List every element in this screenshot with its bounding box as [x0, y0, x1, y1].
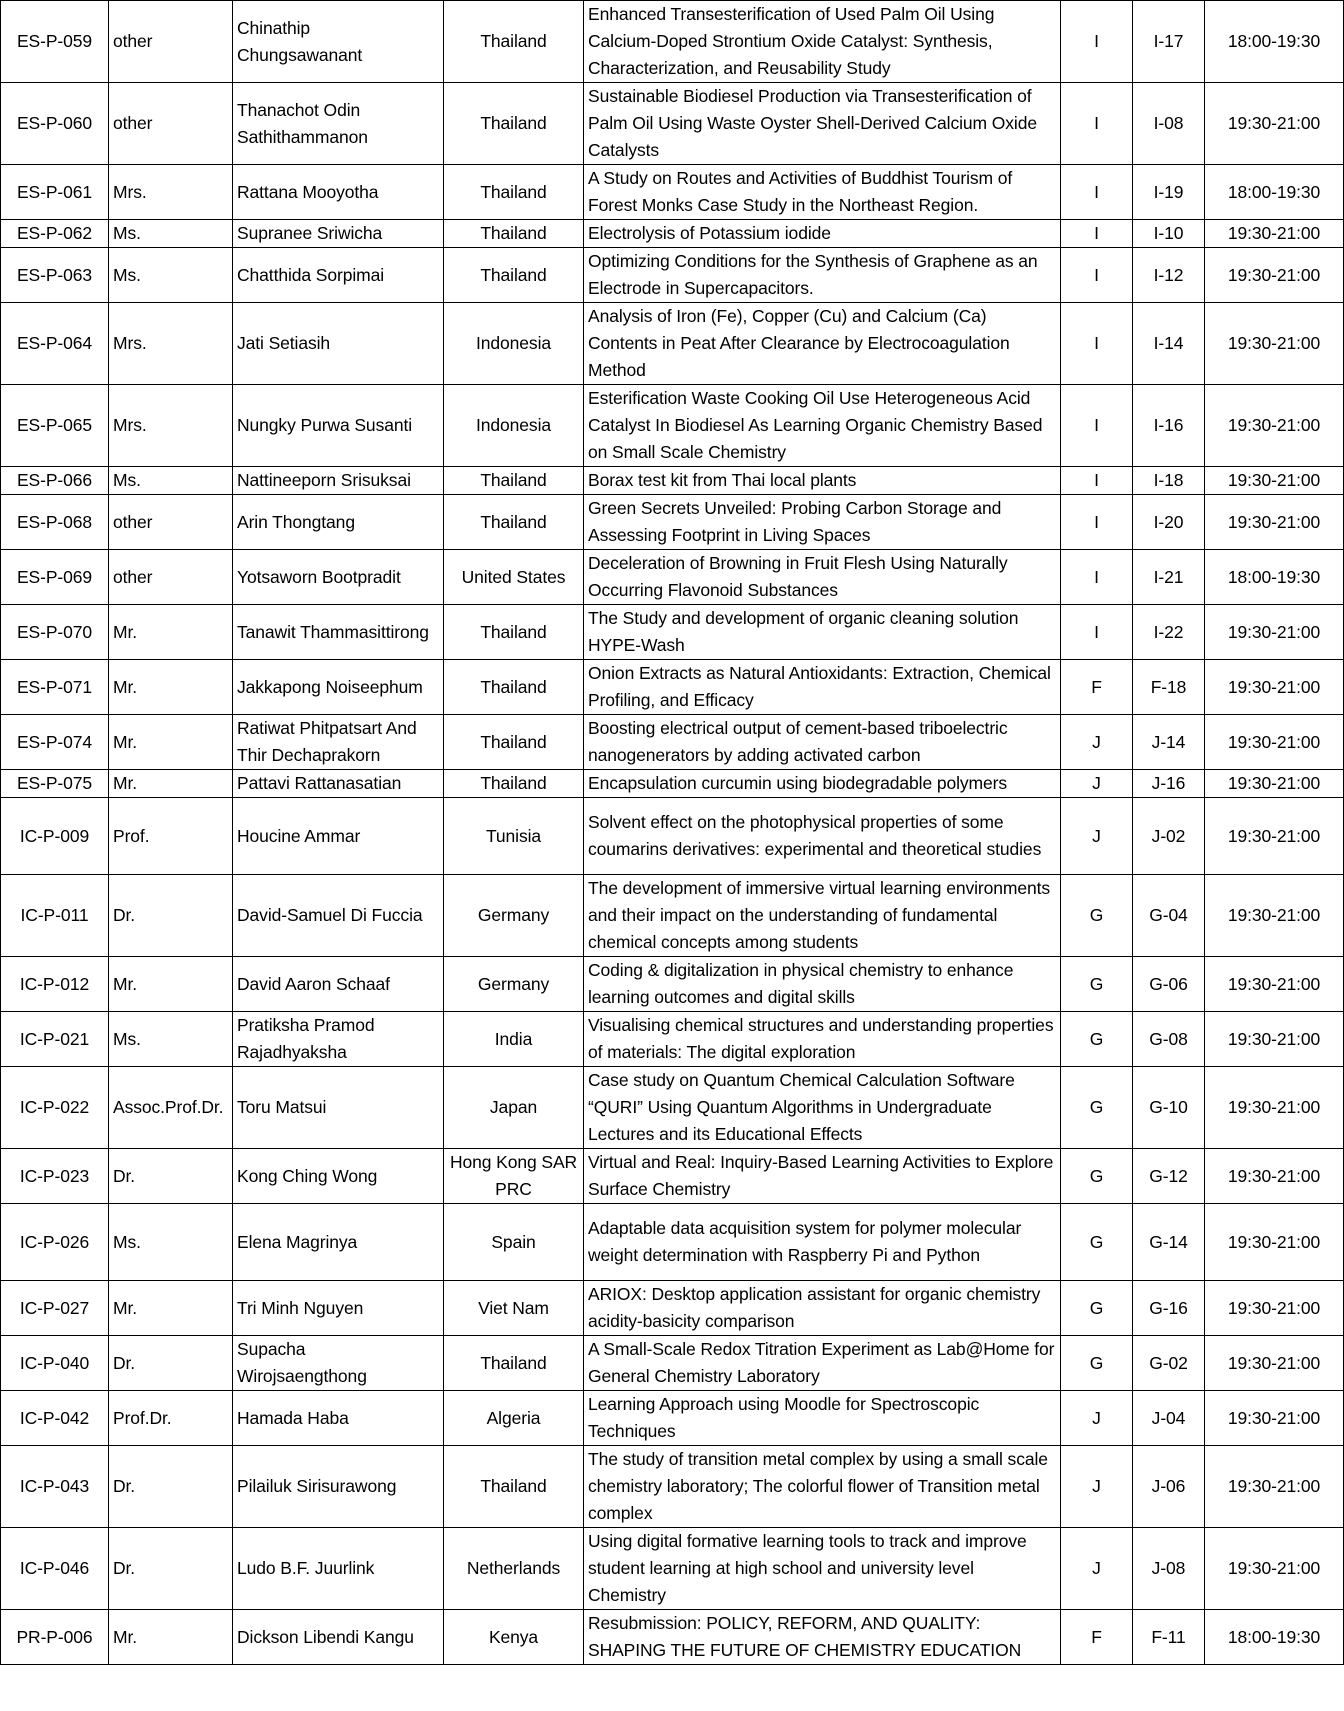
zone-cell: I [1061, 220, 1133, 248]
title-cell: Esterification Waste Cooking Oil Use Heterogeneous Acid Catalyst In Biodiesel As Learning Organic Chemistry Based on Small Scale Chemistry [584, 385, 1061, 467]
country-cell: Germany [444, 875, 584, 957]
title-cell: A Small-Scale Redox Titration Experiment as Lab@Home for General Chemistry Laboratory [584, 1336, 1061, 1391]
country-cell: Indonesia [444, 303, 584, 385]
poster-id-cell: ES-P-075 [1, 770, 109, 798]
time-cell: 19:30-21:00 [1205, 1528, 1344, 1610]
title-cell: The development of immersive virtual learning environments and their impact on the understanding of fundamental chemical concepts among students [584, 875, 1061, 957]
country-cell: United States [444, 550, 584, 605]
country-cell: Japan [444, 1067, 584, 1149]
board-cell: G-06 [1133, 957, 1205, 1012]
table-row [1, 1281, 1344, 1336]
title-cell: Virtual and Real: Inquiry-Based Learning Activities to Explore Surface Chemistry [584, 1149, 1061, 1204]
table-row [1, 875, 1344, 957]
zone-cell: G [1061, 1012, 1133, 1067]
board-cell: J-16 [1133, 770, 1205, 798]
zone-cell: I [1061, 467, 1133, 495]
country-cell: India [444, 1012, 584, 1067]
name-cell: Hamada Haba [233, 1391, 444, 1446]
time-cell: 19:30-21:00 [1205, 660, 1344, 715]
country-cell: Algeria [444, 1391, 584, 1446]
board-cell: I-20 [1133, 495, 1205, 550]
board-cell: I-19 [1133, 165, 1205, 220]
prefix-cell: Ms. [109, 1012, 233, 1067]
board-cell: G-02 [1133, 1336, 1205, 1391]
title-cell: Case study on Quantum Chemical Calculation Software “QURI” Using Quantum Algorithms in Undergraduate Lectures and its Educational Effects [584, 1067, 1061, 1149]
title-cell: Visualising chemical structures and understanding properties of materials: The digital exploration [584, 1012, 1061, 1067]
zone-cell: G [1061, 1336, 1133, 1391]
table-row [1, 1, 1344, 83]
zone-cell: J [1061, 1446, 1133, 1528]
board-cell: F-18 [1133, 660, 1205, 715]
table-row [1, 1204, 1344, 1281]
table-row [1, 957, 1344, 1012]
prefix-cell: Ms. [109, 1204, 233, 1281]
time-cell: 19:30-21:00 [1205, 875, 1344, 957]
prefix-cell: Mr. [109, 770, 233, 798]
prefix-cell: Dr. [109, 1528, 233, 1610]
title-cell: Encapsulation curcumin using biodegradable polymers [584, 770, 1061, 798]
zone-cell: F [1061, 660, 1133, 715]
title-cell: Onion Extracts as Natural Antioxidants: Extraction, Chemical Profiling, and Efficacy [584, 660, 1061, 715]
country-cell: Indonesia [444, 385, 584, 467]
board-cell: I-18 [1133, 467, 1205, 495]
prefix-cell: Mrs. [109, 165, 233, 220]
name-cell: Toru Matsui [233, 1067, 444, 1149]
prefix-cell: Mrs. [109, 385, 233, 467]
table-row [1, 715, 1344, 770]
table-row [1, 605, 1344, 660]
prefix-cell: Prof.Dr. [109, 1391, 233, 1446]
name-cell: Elena Magrinya [233, 1204, 444, 1281]
title-cell: The Study and development of organic cleaning solution HYPE-Wash [584, 605, 1061, 660]
poster-id-cell: ES-P-059 [1, 1, 109, 83]
board-cell: I-10 [1133, 220, 1205, 248]
poster-id-cell: ES-P-069 [1, 550, 109, 605]
zone-cell: I [1061, 550, 1133, 605]
table-row [1, 1528, 1344, 1610]
title-cell: Analysis of Iron (Fe), Copper (Cu) and Calcium (Ca) Contents in Peat After Clearance by Electrocoagulation Method [584, 303, 1061, 385]
country-cell: Kenya [444, 1610, 584, 1665]
prefix-cell: Ms. [109, 248, 233, 303]
time-cell: 19:30-21:00 [1205, 1281, 1344, 1336]
table-row [1, 165, 1344, 220]
zone-cell: I [1061, 385, 1133, 467]
name-cell: Chatthida Sorpimai [233, 248, 444, 303]
prefix-cell: Mr. [109, 1281, 233, 1336]
country-cell: Netherlands [444, 1528, 584, 1610]
poster-id-cell: IC-P-042 [1, 1391, 109, 1446]
prefix-cell: Mr. [109, 715, 233, 770]
table-body [1, 1, 1344, 1665]
zone-cell: G [1061, 1149, 1133, 1204]
time-cell: 19:30-21:00 [1205, 385, 1344, 467]
zone-cell: J [1061, 798, 1133, 875]
name-cell: Pattavi Rattanasatian [233, 770, 444, 798]
time-cell: 19:30-21:00 [1205, 770, 1344, 798]
zone-cell: G [1061, 957, 1133, 1012]
zone-cell: I [1061, 605, 1133, 660]
board-cell: J-04 [1133, 1391, 1205, 1446]
time-cell: 19:30-21:00 [1205, 798, 1344, 875]
time-cell: 19:30-21:00 [1205, 1067, 1344, 1149]
zone-cell: I [1061, 248, 1133, 303]
time-cell: 19:30-21:00 [1205, 248, 1344, 303]
table-row [1, 1012, 1344, 1067]
table-row [1, 1610, 1344, 1665]
table-row [1, 385, 1344, 467]
board-cell: G-16 [1133, 1281, 1205, 1336]
name-cell: Thanachot Odin Sathithammanon [233, 83, 444, 165]
time-cell: 18:00-19:30 [1205, 1, 1344, 83]
poster-id-cell: ES-P-062 [1, 220, 109, 248]
zone-cell: I [1061, 165, 1133, 220]
board-cell: J-02 [1133, 798, 1205, 875]
name-cell: Tanawit Thammasittirong [233, 605, 444, 660]
poster-id-cell: IC-P-026 [1, 1204, 109, 1281]
country-cell: Thailand [444, 1, 584, 83]
prefix-cell: Prof. [109, 798, 233, 875]
poster-id-cell: IC-P-022 [1, 1067, 109, 1149]
time-cell: 19:30-21:00 [1205, 303, 1344, 385]
table-row [1, 495, 1344, 550]
country-cell: Germany [444, 957, 584, 1012]
table-row [1, 1149, 1344, 1204]
table-row [1, 467, 1344, 495]
title-cell: Adaptable data acquisition system for polymer molecular weight determination with Raspberry Pi and Python [584, 1204, 1061, 1281]
prefix-cell: Mr. [109, 605, 233, 660]
poster-id-cell: IC-P-023 [1, 1149, 109, 1204]
name-cell: Jakkapong Noiseephum [233, 660, 444, 715]
name-cell: David-Samuel Di Fuccia [233, 875, 444, 957]
board-cell: G-12 [1133, 1149, 1205, 1204]
title-cell: Learning Approach using Moodle for Spectroscopic Techniques [584, 1391, 1061, 1446]
time-cell: 19:30-21:00 [1205, 1391, 1344, 1446]
title-cell: Electrolysis of Potassium iodide [584, 220, 1061, 248]
table-row [1, 1336, 1344, 1391]
name-cell: Houcine Ammar [233, 798, 444, 875]
table-row [1, 1067, 1344, 1149]
zone-cell: I [1061, 303, 1133, 385]
poster-id-cell: ES-P-063 [1, 248, 109, 303]
name-cell: Jati Setiasih [233, 303, 444, 385]
title-cell: Boosting electrical output of cement-based triboelectric nanogenerators by adding activated carbon [584, 715, 1061, 770]
zone-cell: J [1061, 1528, 1133, 1610]
zone-cell: G [1061, 1067, 1133, 1149]
country-cell: Thailand [444, 660, 584, 715]
table-row [1, 303, 1344, 385]
country-cell: Thailand [444, 605, 584, 660]
poster-id-cell: ES-P-065 [1, 385, 109, 467]
title-cell: Borax test kit from Thai local plants [584, 467, 1061, 495]
name-cell: Ludo B.F. Juurlink [233, 1528, 444, 1610]
name-cell: Pilailuk Sirisurawong [233, 1446, 444, 1528]
prefix-cell: Mrs. [109, 303, 233, 385]
country-cell: Thailand [444, 770, 584, 798]
name-cell: Dickson Libendi Kangu [233, 1610, 444, 1665]
country-cell: Tunisia [444, 798, 584, 875]
zone-cell: I [1061, 495, 1133, 550]
poster-id-cell: ES-P-071 [1, 660, 109, 715]
table-row [1, 770, 1344, 798]
title-cell: A Study on Routes and Activities of Buddhist Tourism of Forest Monks Case Study in the Northeast Region. [584, 165, 1061, 220]
title-cell: Green Secrets Unveiled: Probing Carbon Storage and Assessing Footprint in Living Spaces [584, 495, 1061, 550]
title-cell: The study of transition metal complex by using a small scale chemistry laboratory; The colorful flower of Transition metal complex [584, 1446, 1061, 1528]
name-cell: Kong Ching Wong [233, 1149, 444, 1204]
name-cell: Nattineeporn Srisuksai [233, 467, 444, 495]
name-cell: Supranee Sriwicha [233, 220, 444, 248]
poster-id-cell: ES-P-070 [1, 605, 109, 660]
title-cell: Coding & digitalization in physical chemistry to enhance learning outcomes and digital skills [584, 957, 1061, 1012]
poster-id-cell: ES-P-074 [1, 715, 109, 770]
time-cell: 19:30-21:00 [1205, 1336, 1344, 1391]
country-cell: Thailand [444, 248, 584, 303]
zone-cell: G [1061, 875, 1133, 957]
time-cell: 19:30-21:00 [1205, 495, 1344, 550]
time-cell: 19:30-21:00 [1205, 1012, 1344, 1067]
poster-id-cell: ES-P-066 [1, 467, 109, 495]
time-cell: 19:30-21:00 [1205, 1204, 1344, 1281]
zone-cell: G [1061, 1281, 1133, 1336]
country-cell: Viet Nam [444, 1281, 584, 1336]
country-cell: Thailand [444, 467, 584, 495]
country-cell: Thailand [444, 1336, 584, 1391]
time-cell: 18:00-19:30 [1205, 165, 1344, 220]
prefix-cell: Mr. [109, 1610, 233, 1665]
title-cell: Solvent effect on the photophysical properties of some coumarins derivatives: experimental and theoretical studies [584, 798, 1061, 875]
country-cell: Thailand [444, 1446, 584, 1528]
poster-id-cell: ES-P-064 [1, 303, 109, 385]
name-cell: Chinathip Chungsawanant [233, 1, 444, 83]
name-cell: Pratiksha Pramod Rajadhyaksha [233, 1012, 444, 1067]
poster-id-cell: ES-P-060 [1, 83, 109, 165]
poster-id-cell: PR-P-006 [1, 1610, 109, 1665]
country-cell: Thailand [444, 83, 584, 165]
title-cell: Sustainable Biodiesel Production via Transesterification of Palm Oil Using Waste Oyster Shell-Derived Calcium Oxide Catalysts [584, 83, 1061, 165]
poster-id-cell: IC-P-011 [1, 875, 109, 957]
country-cell: Thailand [444, 495, 584, 550]
board-cell: J-14 [1133, 715, 1205, 770]
title-cell: ARIOX: Desktop application assistant for organic chemistry acidity-basicity comparison [584, 1281, 1061, 1336]
table-row [1, 83, 1344, 165]
prefix-cell: Dr. [109, 1446, 233, 1528]
name-cell: Arin Thongtang [233, 495, 444, 550]
time-cell: 18:00-19:30 [1205, 550, 1344, 605]
board-cell: G-04 [1133, 875, 1205, 957]
board-cell: G-08 [1133, 1012, 1205, 1067]
table-row [1, 1446, 1344, 1528]
prefix-cell: Dr. [109, 1336, 233, 1391]
title-cell: Enhanced Transesterification of Used Palm Oil Using Calcium-Doped Strontium Oxide Catalyst: Synthesis, Characterization, and Reusability Study [584, 1, 1061, 83]
zone-cell: J [1061, 1391, 1133, 1446]
prefix-cell: Dr. [109, 1149, 233, 1204]
board-cell: J-06 [1133, 1446, 1205, 1528]
time-cell: 19:30-21:00 [1205, 715, 1344, 770]
name-cell: Nungky Purwa Susanti [233, 385, 444, 467]
board-cell: G-14 [1133, 1204, 1205, 1281]
prefix-cell: Mr. [109, 660, 233, 715]
table-row [1, 1391, 1344, 1446]
country-cell: Thailand [444, 165, 584, 220]
poster-id-cell: IC-P-012 [1, 957, 109, 1012]
zone-cell: J [1061, 770, 1133, 798]
table-row [1, 660, 1344, 715]
board-cell: I-08 [1133, 83, 1205, 165]
name-cell: Rattana Mooyotha [233, 165, 444, 220]
prefix-cell: other [109, 1, 233, 83]
country-cell: Thailand [444, 220, 584, 248]
poster-id-cell: ES-P-068 [1, 495, 109, 550]
board-cell: I-22 [1133, 605, 1205, 660]
title-cell: Using digital formative learning tools to track and improve student learning at high school and university level Chemistry [584, 1528, 1061, 1610]
prefix-cell: Ms. [109, 467, 233, 495]
board-cell: I-16 [1133, 385, 1205, 467]
poster-id-cell: IC-P-027 [1, 1281, 109, 1336]
board-cell: F-11 [1133, 1610, 1205, 1665]
time-cell: 18:00-19:30 [1205, 1610, 1344, 1665]
board-cell: J-08 [1133, 1528, 1205, 1610]
title-cell: Resubmission: POLICY, REFORM, AND QUALITY: SHAPING THE FUTURE OF CHEMISTRY EDUCATION [584, 1610, 1061, 1665]
time-cell: 19:30-21:00 [1205, 1149, 1344, 1204]
table-row [1, 220, 1344, 248]
country-cell: Hong Kong SAR PRC [444, 1149, 584, 1204]
name-cell: Tri Minh Nguyen [233, 1281, 444, 1336]
prefix-cell: Ms. [109, 220, 233, 248]
name-cell: David Aaron Schaaf [233, 957, 444, 1012]
zone-cell: F [1061, 1610, 1133, 1665]
table-row [1, 248, 1344, 303]
time-cell: 19:30-21:00 [1205, 1446, 1344, 1528]
time-cell: 19:30-21:00 [1205, 83, 1344, 165]
board-cell: G-10 [1133, 1067, 1205, 1149]
board-cell: I-17 [1133, 1, 1205, 83]
time-cell: 19:30-21:00 [1205, 605, 1344, 660]
poster-id-cell: IC-P-043 [1, 1446, 109, 1528]
poster-id-cell: IC-P-046 [1, 1528, 109, 1610]
time-cell: 19:30-21:00 [1205, 957, 1344, 1012]
poster-id-cell: ES-P-061 [1, 165, 109, 220]
title-cell: Optimizing Conditions for the Synthesis of Graphene as an Electrode in Supercapacitors. [584, 248, 1061, 303]
zone-cell: J [1061, 715, 1133, 770]
name-cell: Supacha Wirojsaengthong [233, 1336, 444, 1391]
country-cell: Spain [444, 1204, 584, 1281]
zone-cell: G [1061, 1204, 1133, 1281]
table-row [1, 550, 1344, 605]
poster-id-cell: IC-P-021 [1, 1012, 109, 1067]
prefix-cell: other [109, 550, 233, 605]
name-cell: Yotsaworn Bootpradit [233, 550, 444, 605]
time-cell: 19:30-21:00 [1205, 467, 1344, 495]
prefix-cell: Dr. [109, 875, 233, 957]
board-cell: I-12 [1133, 248, 1205, 303]
zone-cell: I [1061, 83, 1133, 165]
table-row [1, 798, 1344, 875]
name-cell: Ratiwat Phitpatsart And Thir Dechaprakorn [233, 715, 444, 770]
time-cell: 19:30-21:00 [1205, 220, 1344, 248]
board-cell: I-14 [1133, 303, 1205, 385]
board-cell: I-21 [1133, 550, 1205, 605]
zone-cell: I [1061, 1, 1133, 83]
title-cell: Deceleration of Browning in Fruit Flesh Using Naturally Occurring Flavonoid Substances [584, 550, 1061, 605]
prefix-cell: other [109, 495, 233, 550]
poster-id-cell: IC-P-040 [1, 1336, 109, 1391]
poster-id-cell: IC-P-009 [1, 798, 109, 875]
prefix-cell: other [109, 83, 233, 165]
prefix-cell: Assoc.Prof.Dr. [109, 1067, 233, 1149]
prefix-cell: Mr. [109, 957, 233, 1012]
country-cell: Thailand [444, 715, 584, 770]
